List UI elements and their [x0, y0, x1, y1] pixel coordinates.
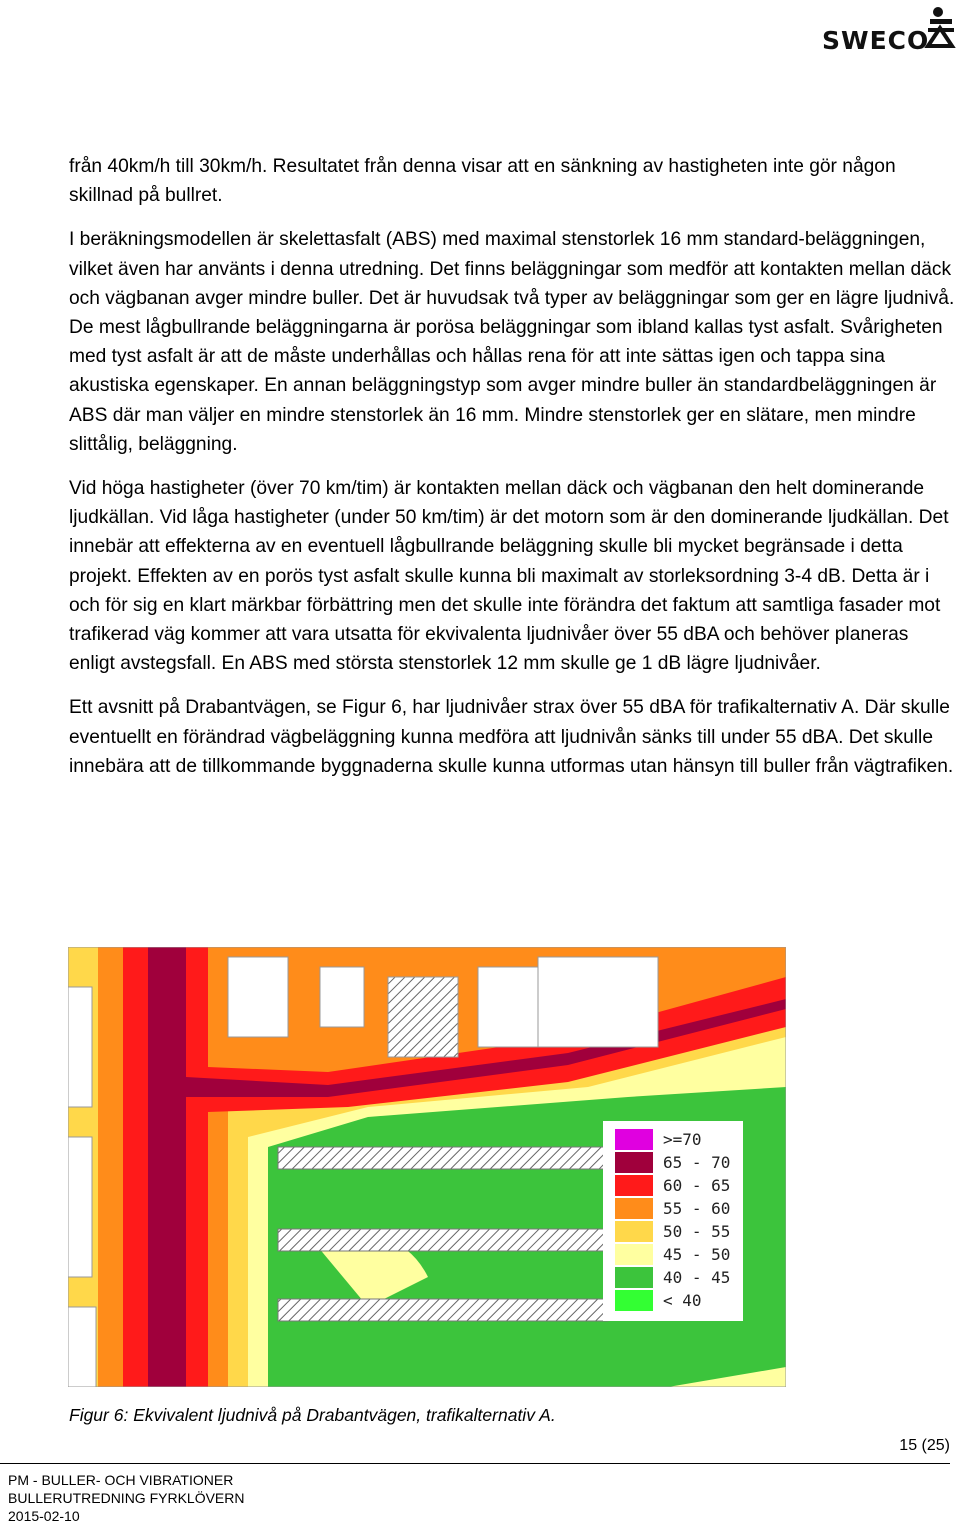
legend-row — [615, 1290, 735, 1311]
legend-label: >=70 — [663, 1130, 702, 1149]
legend-label: 65 - 70 — [663, 1153, 731, 1172]
body-text — [69, 152, 959, 796]
legend-row — [615, 1152, 735, 1173]
legend-row — [615, 1198, 735, 1219]
legend-label: 40 - 45 — [663, 1268, 731, 1287]
legend-row — [615, 1175, 735, 1196]
legend-label: 45 - 50 — [663, 1245, 731, 1264]
legend-label: 60 - 65 — [663, 1176, 731, 1195]
footer-divider — [0, 1463, 950, 1464]
legend-label: 55 - 60 — [663, 1199, 731, 1218]
paragraph-3: Vid höga hastigheter (över 70 km/tim) är kontakten mellan däck och vägbanan den helt dominerande ljudkällan. Vid låga hastigheter (under 50 km/tim) är det motorn som är den dominerande ljudkällan. Det innebär att effekterna av en eventuell lågbullrande beläggning skulle bli mycket begränsade i detta projekt. Effekten av en porös tyst asfalt skulle kunna bli maximalt av storleksordning 3-4 dB. Detta är i och för sig en klart märkbar förbättring men det skulle inte förändra det faktum att samtliga fasader mot trafikerad väg kommer att vara utsatta för ekvivalenta ljudnivåer över 55 dBA och behöver planeras enligt avstegsfall. En ABS med största stenstorlek 12 mm skulle ge 1 dB lägre ljudnivåer. — [69, 478, 949, 675]
footer-date: 2015-02-10 — [8, 1508, 80, 1524]
legend-row — [615, 1129, 735, 1150]
legend-row — [615, 1267, 735, 1288]
legend-swatch — [615, 1152, 653, 1173]
footer-line-2: BULLERUTREDNING FYRKLÖVERN — [8, 1490, 245, 1506]
logo-text: SWECO — [822, 26, 930, 55]
paragraph-1: från 40km/h till 30km/h. Resultatet från denna visar att en sänkning av hastigheten inte gör någon skillnad på bullret. — [69, 156, 896, 207]
legend-label: < 40 — [663, 1291, 702, 1310]
legend-swatch — [615, 1290, 653, 1311]
legend-row — [615, 1221, 735, 1242]
legend-swatch — [615, 1129, 653, 1150]
legend-swatch — [615, 1244, 653, 1265]
page-number: 15 (25) — [899, 1437, 950, 1454]
legend-swatch — [615, 1175, 653, 1196]
legend-swatch — [615, 1221, 653, 1242]
figure-caption: Figur 6: Ekvivalent ljudnivå på Drabantvägen, trafikalternativ A. — [69, 1405, 556, 1425]
footer-line-1: PM - BULLER- OCH VIBRATIONER — [8, 1472, 234, 1488]
legend-swatch — [615, 1267, 653, 1288]
footer — [8, 1471, 245, 1525]
sweco-logo-icon — [924, 6, 958, 48]
legend-label: 50 - 55 — [663, 1222, 731, 1241]
noise-legend — [603, 1121, 743, 1321]
legend-swatch — [615, 1198, 653, 1219]
legend-row — [615, 1244, 735, 1265]
paragraph-4: Ett avsnitt på Drabantvägen, se Figur 6, har ljudnivåer strax över 55 dBA för trafikalternativ A. Där skulle eventuellt en förändrad vägbeläggning kunna medföra att ljudnivån sänks till under 55 dBA. Det skulle innebära att de tillkommande byggnaderna skulle kunna utformas utan hänsyn till buller från vägtrafiken. — [69, 697, 954, 777]
sweco-logo — [822, 6, 958, 55]
paragraph-2: I beräkningsmodellen är skelettasfalt (ABS) med maximal stenstorlek 16 mm standard-beläggningen, vilket även har använts i denna utredning. Det finns beläggningar som medför att kontakten mellan däck och vägbanan avger mindre buller. Det är huvudsak två typer av beläggningar som ger en lägre ljudnivå. De mest lågbullrande beläggningarna är porösa beläggningar som ibland kallas tyst asfalt. Svårigheten med tyst asfalt är att de måste underhållas och hållas rena för att inte sättas igen och tappa sina akustiska egenskaper. En annan beläggningstyp som avger mindre buller än standardbeläggningen är ABS där man väljer en mindre stenstorlek än 16 mm. Mindre stenstorlek ger en slätare, men mindre slittålig, beläggning. — [69, 229, 955, 455]
